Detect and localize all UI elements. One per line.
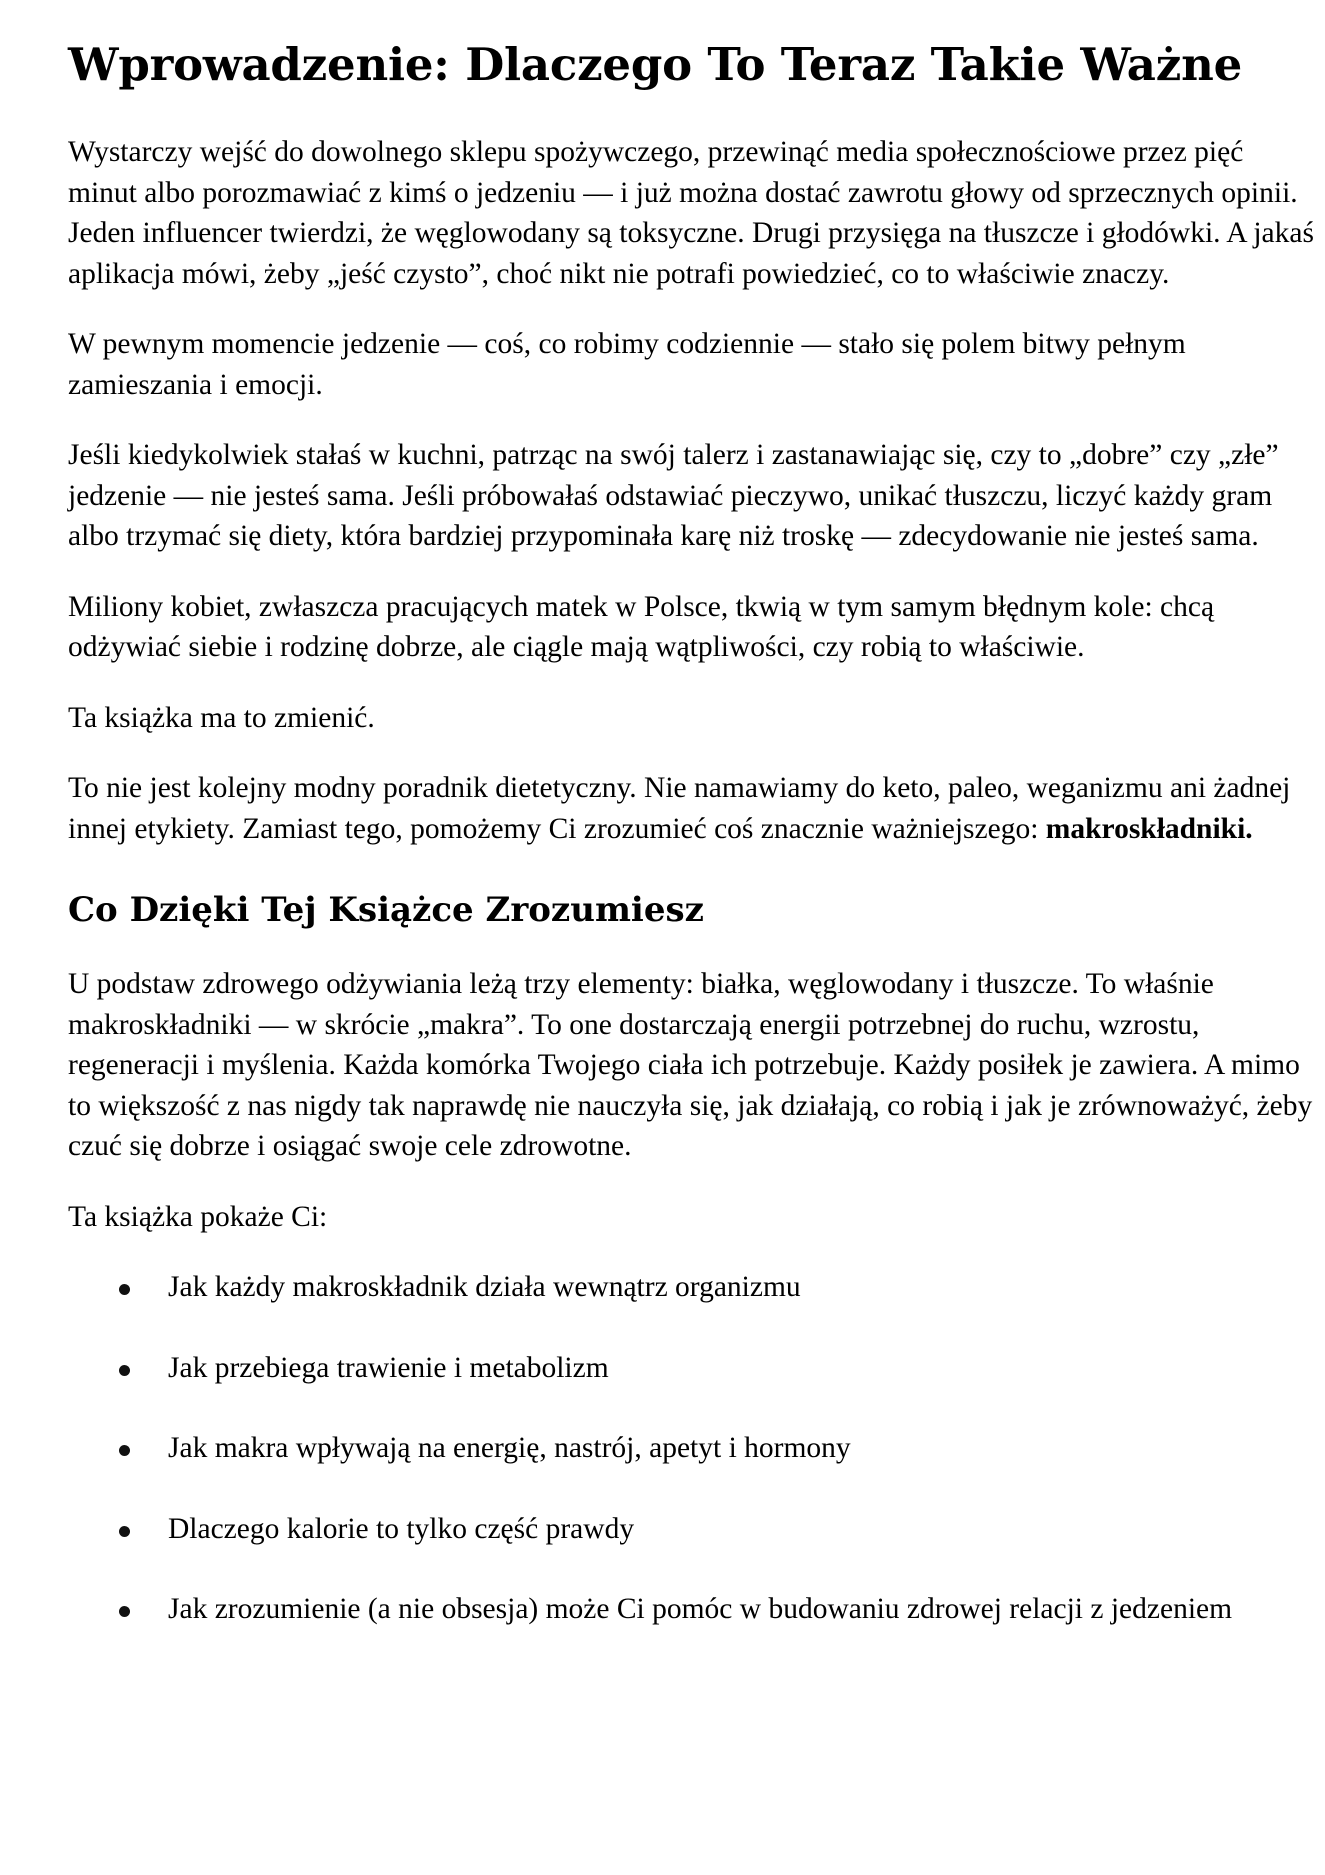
- intro-paragraph-4: Miliony kobiet, zwłaszcza pracujących matek w Polsce, tkwią w tym samym błędnym kole: chcą odżywiać siebie i rodzinę dobrze, ale ciągle mają wątpliwości, czy robią to właściwie.: [68, 590, 1215, 663]
- intro-paragraph-5: Ta książka ma to zmienić.: [68, 701, 375, 734]
- intro-paragraph-6: [68, 768, 1318, 849]
- list-item: [68, 1509, 1318, 1550]
- list-item-text: Jak każdy makroskładnik działa wewnątrz organizmu: [168, 1271, 801, 1303]
- page-title: Wprowadzenie: Dlaczego To Teraz Takie Ważne: [68, 38, 1243, 91]
- section-paragraph-2: Ta książka pokaże Ci:: [68, 1200, 328, 1233]
- list-item-text: Jak przebiega trawienie i metabolizm: [168, 1351, 609, 1384]
- bullet-list: [68, 1267, 1318, 1630]
- list-item-text: Jak zrozumienie (a nie obsesja) może Ci pomóc w budowaniu zdrowej relacji z jedzeniem: [168, 1593, 1233, 1625]
- list-item: [68, 1589, 1318, 1630]
- list-item: [68, 1348, 1318, 1389]
- intro-paragraph-1: Wystarczy wejść do dowolnego sklepu spożywczego, przewinąć media społecznościowe przez pięć minut albo porozmawiać z kimś o jedzeniu — i już można dostać zawrotu głowy od sprzecznych opinii. Jeden influencer twierdzi, że węglowodany są toksyczne. Drugi przysięga na tłuszcze i głodówki. A jakaś aplikacja mówi, żeby „jeść czysto”, choć nikt nie potrafi powiedzieć, co to właściwie znaczy.: [68, 136, 1314, 290]
- bullet-icon: [119, 1606, 130, 1617]
- list-item-text: Dlaczego kalorie to tylko część prawdy: [168, 1512, 635, 1545]
- intro-paragraph-3: Jeśli kiedykolwiek stałaś w kuchni, patrząc na swój talerz i zastanawiając się, czy to „dobre” czy „złe” jedzenie — nie jesteś sama. Jeśli próbowałaś odstawiać pieczywo, unikać tłuszczu, liczyć każdy gram albo trzymać się diety, która bardziej przypominała karę niż troskę — zdecydowanie nie jesteś sama.: [68, 439, 1279, 552]
- bullet-icon: [119, 1445, 130, 1456]
- emphasis-macronutrients: makroskładniki.: [1045, 812, 1253, 845]
- list-item-text: Jak makra wpływają na energię, nastrój, apetyt i hormony: [168, 1432, 851, 1464]
- intro-paragraph-2: W pewnym momencie jedzenie — coś, co robimy codziennie — stało się polem bitwy pełnym zamieszania i emocji.: [68, 328, 1186, 401]
- bullet-icon: [119, 1284, 130, 1295]
- document-page: [68, 32, 1318, 1670]
- section-paragraph-1: U podstaw zdrowego odżywiania leżą trzy elementy: białka, węglowodany i tłuszcze. To właśnie makroskładniki — w skrócie „makra”. To one dostarczają energii potrzebnej do ruchu, wzrostu, regeneracji i myślenia. Każda komórka Twojego ciała ich potrzebuje. Każdy posiłek je zawiera. A mimo to większość z nas nigdy tak naprawdę nie nauczyła się, jak działają, co robią i jak je zrównoważyć, żeby czuć się dobrze i osiągać swoje cele zdrowotne.: [68, 968, 1313, 1162]
- bullet-icon: [119, 1365, 130, 1376]
- section-heading: Co Dzięki Tej Książce Zrozumiesz: [68, 890, 704, 930]
- list-item: [68, 1428, 1318, 1469]
- intro-paragraph-6-text: To nie jest kolejny modny poradnik dietetyczny. Nie namawiamy do keto, paleo, weganizmu ani żadnej innej etykiety. Zamiast tego, pomożemy Ci zrozumieć coś znacznie ważniejszego:: [68, 772, 1291, 845]
- bullet-icon: [119, 1526, 130, 1537]
- list-item: [68, 1267, 1318, 1308]
